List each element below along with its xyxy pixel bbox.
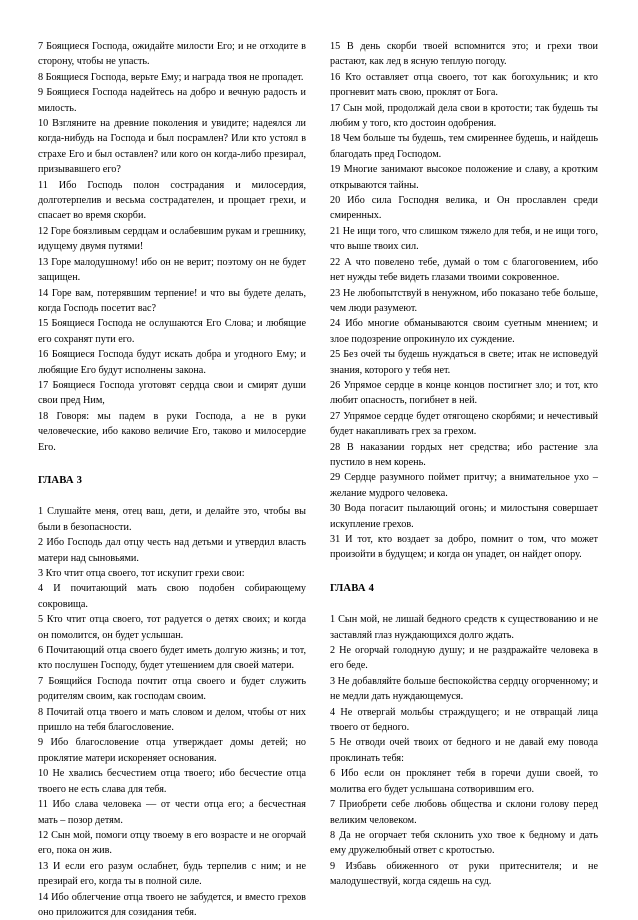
verse: 10 Взгляните на древние поколения и увидите; надеялся ли когда-нибудь на Господа и был посрамлен? Или кто устоял в страхе Его и был оставлен? или кого он когда-либо презирал, призывавшего его? (38, 118, 306, 176)
verse: 12 Сын мой, помоги отцу твоему в его возрасте и не огорчай его, пока он жив. (38, 829, 306, 857)
verse: 18 Чем больше ты будешь, тем смиреннее будешь, и найдешь благодать пред Господом. (330, 133, 598, 160)
verse: 14 Ибо облегчение отца твоего не забудется, и вместо грехов оно приложится для созидания тебя. (38, 891, 306, 918)
verse: 5 Не отводи очей твоих от бедного и не давай ему повода проклинать тебя: (330, 737, 598, 764)
verse-group-before (330, 39, 598, 563)
verse: 1 Слушайте меня, отец ваш, дети, и делайте это, чтобы вы были в безопасности. (38, 506, 306, 533)
verse: 24 Ибо многие обманываются своим суетным мнением; и злое подозрение опрокинуло их суждение. (330, 318, 598, 345)
verse: 4 Не отвергай мольбы страждущего; и не отвращай лица твоего от бедного. (330, 706, 598, 734)
verse: 13 Горе малодушному! ибо он не верит; поэтому он не будет защищен. (38, 256, 306, 284)
verse: 17 Боящиеся Господа уготовят сердца свои и смирят души свои пред Ним, (38, 379, 306, 407)
verse: 9 Ибо благословение отца утверждает домы детей; но проклятие матери искореняет основания. (38, 737, 306, 764)
verse: 10 Не хвались бесчестием отца твоего; ибо бесчестие отца твоего не есть слава для тебя. (38, 768, 306, 795)
verse: 22 А что повелено тебе, думай о том с благоговением, ибо нет нужды тебе видеть глазами твоими сокровенное. (330, 256, 598, 284)
verse: 4 И почитающий мать свою подобен собирающему сокровища. (38, 583, 306, 610)
verse: 9 Избавь обиженного от руки притеснителя; и не малодушествуй, когда сядешь на суд. (330, 860, 598, 888)
verse-group-after (330, 612, 598, 889)
verse: 15 Боящиеся Господа не ослушаются Его Слова; и любящие его сохранят пути его. (38, 318, 306, 345)
verse: 12 Горе боязливым сердцам и ослабевшим рукам и грешнику, идущему двумя путями! (38, 225, 306, 253)
verse: 18 Говоря: мы падем в руки Господа, а не в руки человеческие, ибо каково величие Его, таково и милосердие Его. (38, 410, 306, 453)
verse: 21 Не ищи того, что слишком тяжело для тебя, и не ищи того, что выше твоих сил. (330, 225, 598, 253)
verse: 9 Боящиеся Господа надейтесь на добро и вечную радость и милость. (38, 87, 306, 114)
verse-group-after (38, 504, 306, 920)
verse: 20 Ибо сила Господня велика, и Он прославлен среди смиренных. (330, 195, 598, 222)
verse: 25 Без очей ты будешь нуждаться в свете; итак не исповедуй знания, которого у тебя нет. (330, 349, 598, 376)
verse: 6 Ибо если он проклянет тебя в горечи души своей, то молитва его будет услышана сотворившим его. (330, 768, 598, 795)
verse: 13 И если его разум ослабнет, будь терпелив с ним; и не презирай его, когда ты в полной силе. (38, 860, 306, 888)
verse: 3 Кто чтит отца своего, тот искупит грехи свои: (38, 568, 245, 579)
verse: 11 Ибо слава человека — от чести отца его; а бесчестная мать – позор детям. (38, 799, 306, 826)
verse: 16 Кто оставляет отца своего, тот как богохульник; и кто прогневит мать свою, проклят от Бога. (330, 71, 598, 99)
verse: 2 Ибо Господь дал отцу честь над детьми и утвердил власть матери над сыновьями. (38, 537, 306, 564)
verse: 17 Сын мой, продолжай дела свои в кротости; так будешь ты любим у того, кто достоин одобрения. (330, 102, 598, 130)
verse: 7 Приобрети себе любовь общества и склони голову перед великим человеком. (330, 799, 598, 826)
left-column (38, 39, 306, 920)
verse: 16 Боящиеся Господа будут искать добра и угодного Ему; и любящие Его будут исполнены закона. (38, 349, 306, 376)
verse: 6 Почитающий отца своего будет иметь долгую жизнь; и тот, кто послушен Господу, будет утешением для своей матери. (38, 645, 306, 672)
verse: 26 Упрямое сердце в конце концов постигнет зло; и тот, кто любит опасность, погибнет в ней. (330, 379, 598, 407)
verse: 19 Многие занимают высокое положение и славу, а кротким открываются тайны. (330, 164, 598, 191)
verse: 2 Не огорчай голодную душу; и не раздражайте человека в его беде. (330, 645, 598, 672)
verse: 8 Боящиеся Господа, верьте Ему; и награда твоя не пропадет. (38, 71, 304, 83)
verse: 31 И тот, кто воздает за добро, помнит о том, что может произойти в будущем; и когда он упадет, он найдет опору. (330, 534, 598, 561)
verse: 28 В наказании гордых нет средства; ибо растение зла пустило в нем корень. (330, 441, 598, 468)
verse: 7 Боящийся Господа почтит отца своего и будет служить родителям своим, как господам своим. (38, 675, 306, 703)
verse: 8 Почитай отца твоего и мать словом и делом, чтобы от них пришло на тебя благословение. (38, 706, 306, 734)
right-column (330, 39, 598, 890)
verse: 27 Упрямое сердце будет отягощено скорбями; и нечестивый будет накапливать грех за грехом. (330, 410, 598, 438)
verse: 11 Ибо Господь полон сострадания и милосердия, долготерпелив и весьма сострадателен, и прощает грехи, и спасает во время скорби. (38, 179, 306, 222)
verse: 29 Сердце разумного поймет притчу; а внимательное ухо – желание мудрого человека. (330, 472, 598, 499)
verse: 1 Сын мой, не лишай бедного средств к существованию и не заставляй глаз нуждающихся долго ждать. (330, 614, 598, 641)
verse: 3 Не добавляйте больше беспокойства сердцу огорченному; и не медли дать нуждающемуся. (330, 675, 598, 703)
verse: 7 Боящиеся Господа, ожидайте милости Его; и не отходите в сторону, чтобы не упасть. (38, 41, 306, 68)
verse: 23 Не любопытствуй в ненужном, ибо показано тебе больше, чем люди разумеют. (330, 287, 598, 314)
verse: 15 В день скорби твоей вспомнится это; и грехи твои растают, как лед в ясную теплую погоду. (330, 41, 598, 68)
verse: 8 Да не огорчает тебя склонить ухо твое к бедному и дать ему дружелюбный ответ с кротостью. (330, 829, 598, 857)
chapter-heading: ГЛАВА 4 (330, 582, 375, 594)
verse: 30 Вода погасит пылающий огонь; и милостыня совершает искупление грехов. (330, 503, 598, 530)
chapter-heading: ГЛАВА 3 (38, 474, 83, 486)
verse-group-before (38, 39, 306, 455)
verse: 5 Кто чтит отца своего, тот радуется о детях своих; и когда он помолится, он будет услышан. (38, 614, 306, 641)
verse: 14 Горе вам, потерявшим терпение! и что вы будете делать, когда Господь посетит вас? (38, 287, 306, 314)
